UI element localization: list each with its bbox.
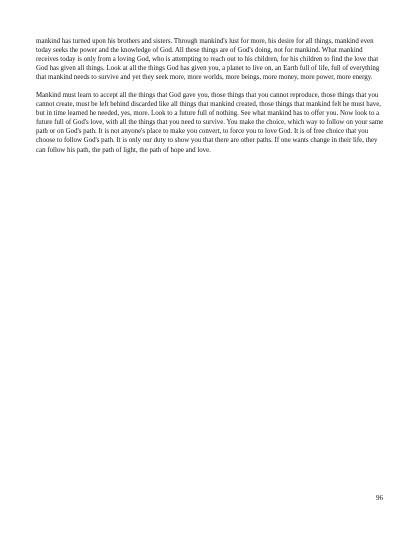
page-number: 96 bbox=[376, 494, 383, 502]
paragraph-2: Mankind must learn to accept all the things that God gave you, those things that you cannot reproduce, those things that you cannot create, must be left behind discarded like all things that mankind created, those things that mankind felt he must have, but in time learned he needed, yes, more. Look to a future full of nothing. See what mankind has to offer you. Now look to a future full of God's love, with all the things that you need to survive. You make the choice, which way to follow on your same path or on God's path. It is not anyone's place to make you convert, to force you to love God. It is of free choice that you choose to follow God's path. It is only our duty to show you that there are other paths. If one wants change in their life, they can follow his path, the path of light, the path of hope and love. bbox=[36, 91, 384, 154]
paragraph-1: mankind has turned upon his brothers and sisters. Through mankind's lust for more, his desire for all things, mankind even today seeks the power and the knowledge of God. All these things are of God's doing, not for mankind. What mankind receives today is only from a loving God, who is attempting to reach out to his children, for his children to find the love that God has given all things. Look at all the things God has given you, a planet to live on, an Earth full of life, full of everything that mankind needs to survive and yet they seek more, more worlds, more beings, more money, more power, more energy. bbox=[36, 38, 380, 82]
body-text bbox=[36, 37, 386, 163]
